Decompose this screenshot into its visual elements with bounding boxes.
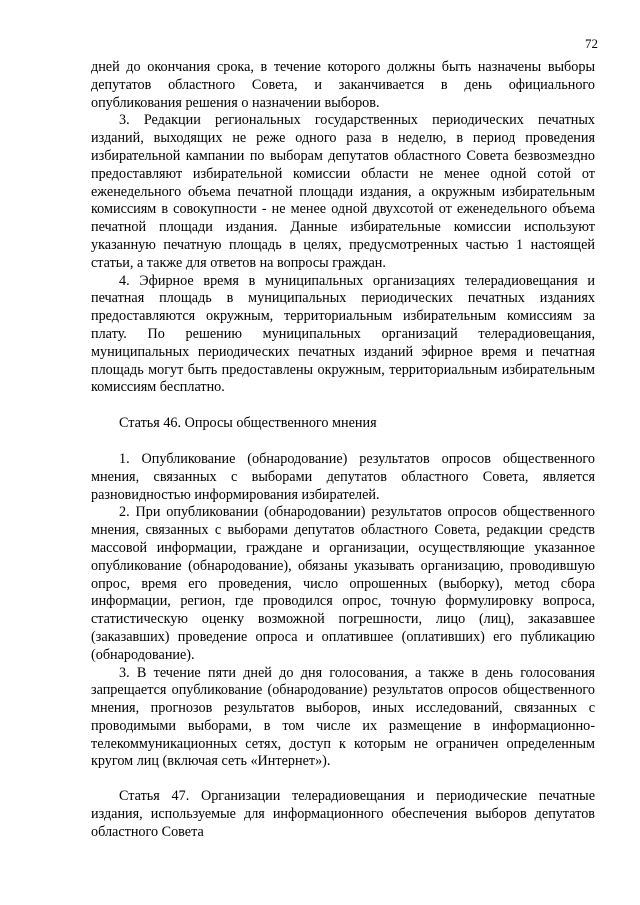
spacer [91,771,595,788]
article-46-heading: Статья 46. Опросы общественного мнения [119,415,377,432]
document-body [91,59,595,842]
article-46-paragraph-1: 1. Опубликование (обнародование) результатов опросов общественного мнения, связанных с выборами депутатов областного Совета, является разновидностью информирования избирателей. [91,450,595,503]
spacer [91,397,595,415]
paragraph-item-3: 3. Редакции региональных государственных периодических печатных изданий, выходящих не реже одного раза в неделю, в период проведения избирательной кампании по выборам депутатов областного Совета безвозмездно предоставляют избирательной комиссии области не менее одной сотой от еженедельного объема печатной площади издания, а окружным избирательным комиссиям в совокупности - не менее одной двухсотой от еженедельного объема печатной площади издания. Данные избирательные комиссии используют указанную печатную площадь в целях, предусмотренных частью 1 настоящей статьи, а также для ответов на вопросы граждан. [91,112,595,271]
spacer [91,433,595,451]
paragraph-continuation: дней до окончания срока, в течение которого должны быть назначены выборы депутатов областного Совета, и заканчивается в день официального опубликования решения о назначении выборов. [91,59,595,111]
article-46-paragraph-2: 2. При опубликовании (обнародовании) результатов опросов общественного мнения, связанных с выборами депутатов областного Совета, редакции средств массовой информации, граждане и организации, осуществляющие указанное опубликование (обнародование), обязаны указывать организацию, проводившую опрос, время его проведения, число опрошенных (выборку), метод сбора информации, регион, где проводился опрос, точную формулировку вопроса, статистическую оценку возможной погрешности, лицо (лиц), заказавшее (заказавших) проведение опроса и оплатившее (оплативших) его публикацию (обнародование). [91,504,595,663]
article-46-paragraph-3: 3. В течение пяти дней до дня голосования, а также в день голосования запрещается опубликование (обнародование) результатов опросов общественного мнения, прогнозов результатов выборов, иных исследований, связанных с проводимыми выборами, в том числе их размещение в информационно-телекоммуникационных сетях, доступ к которым не ограничен определенным кругом лиц (включая сеть «Интернет»). [91,664,595,770]
paragraph-item-4: 4. Эфирное время в муниципальных организациях телерадиовещания и печатная площадь в муниципальных периодических печатных изданиях предоставляются окружным, территориальным избирательным комиссиям за плату. По решению муниципальных организаций телерадиовещания, муниципальных периодических печатных изданий эфирное время и печатная площадь могут быть предоставлены окружным, территориальным избирательным комиссиям бесплатно. [91,272,595,396]
page-number: 72 [585,36,598,51]
article-47-heading: Статья 47. Организации телерадиовещания и периодические печатные издания, используемые для информационного обеспечения выборов депутатов областного Совета [91,788,595,840]
